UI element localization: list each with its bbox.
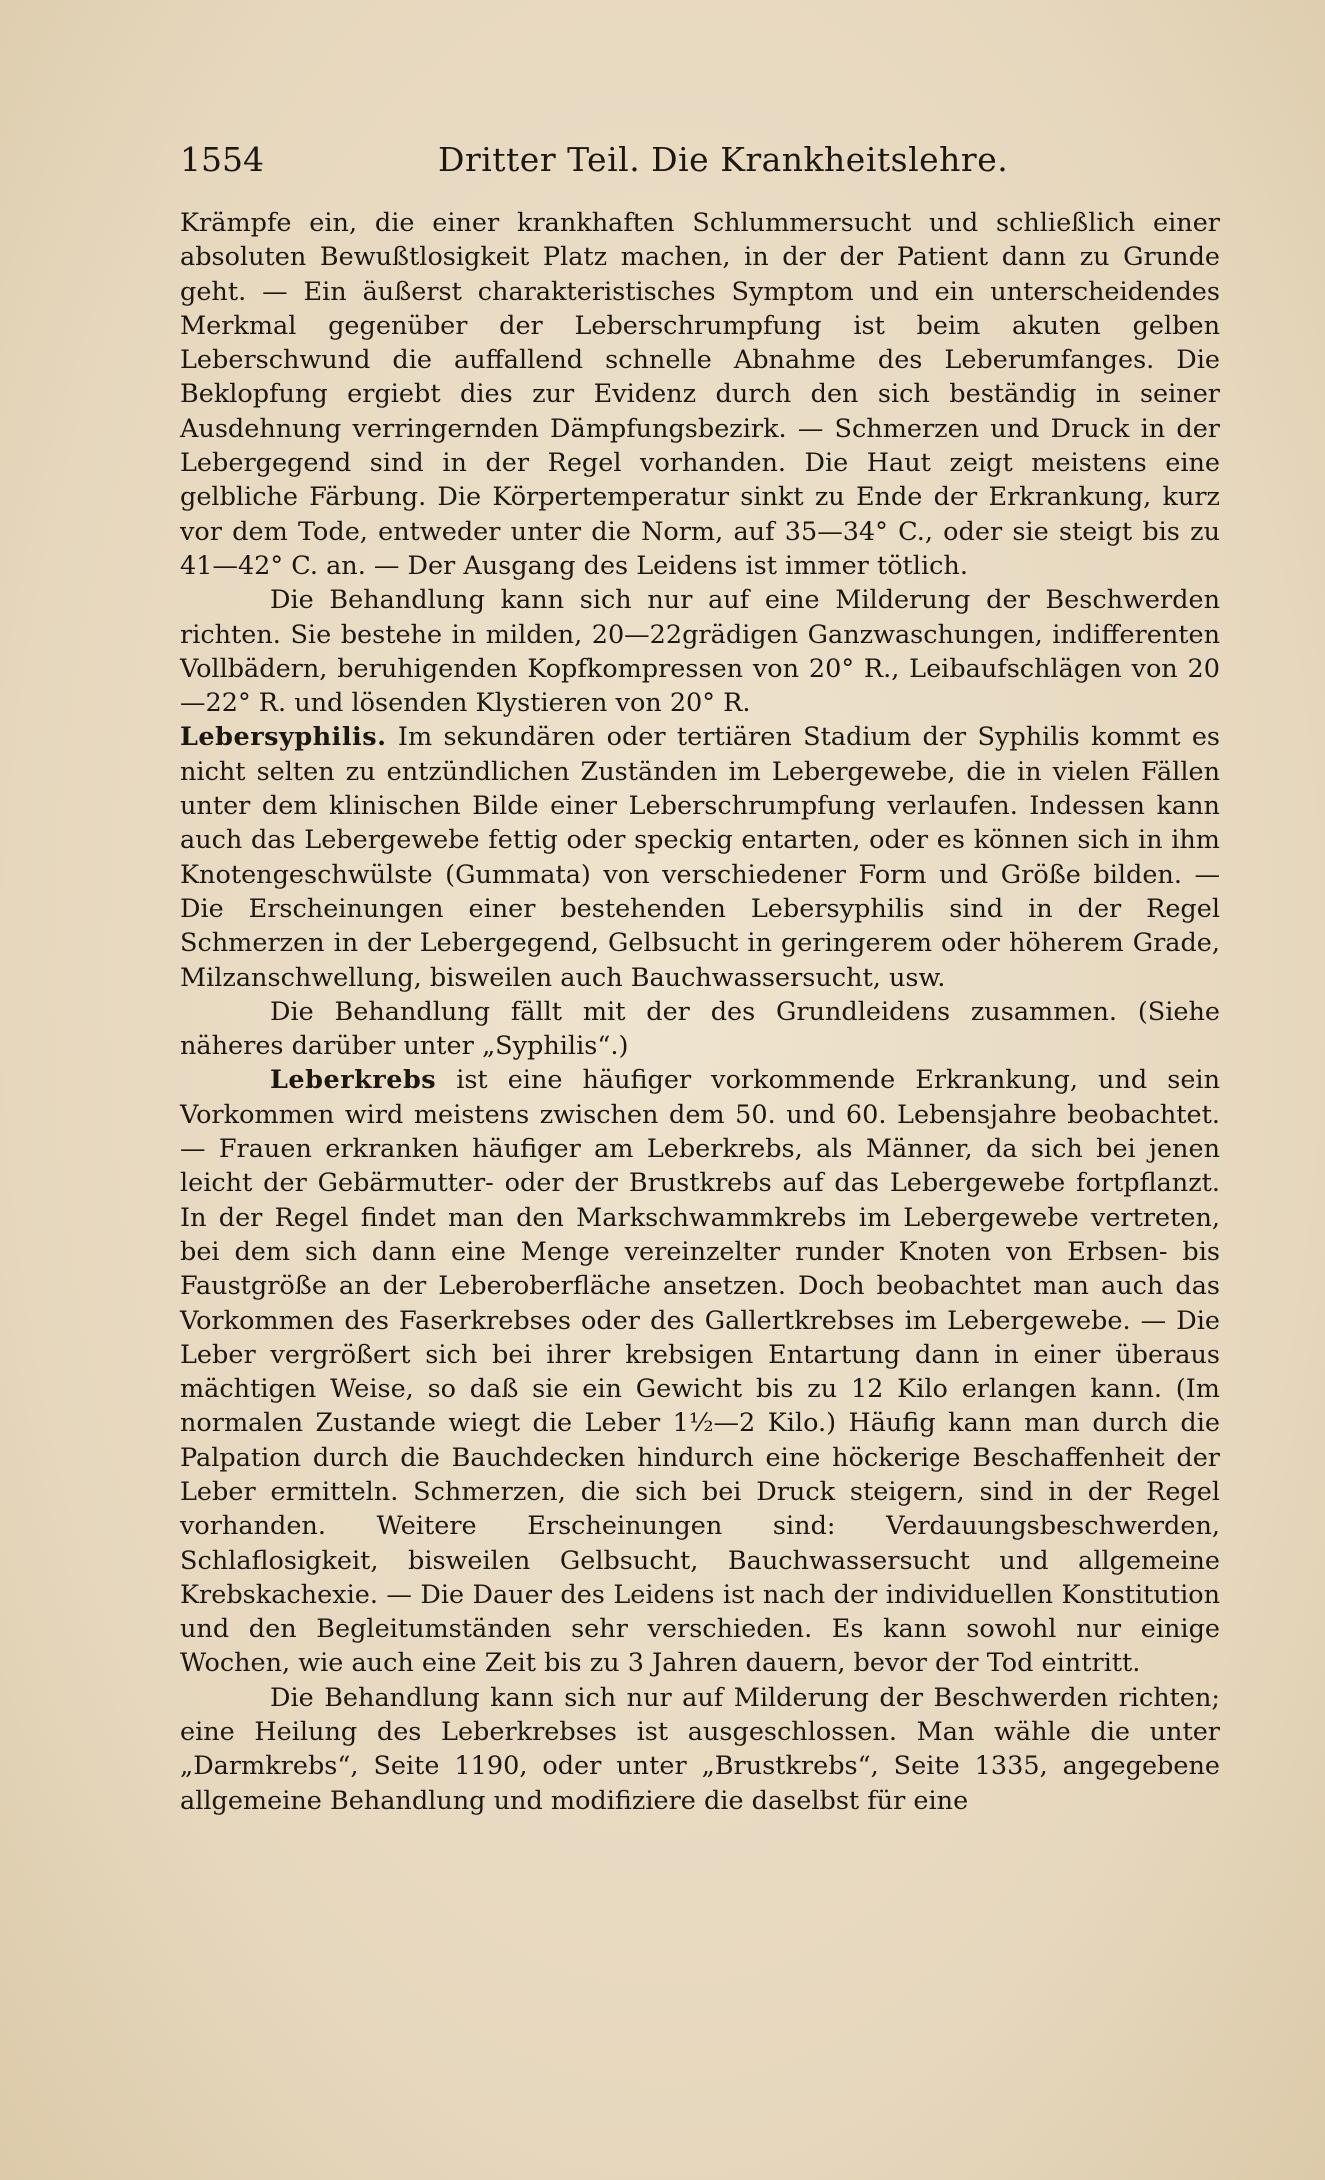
page-number: 1554 xyxy=(180,140,264,179)
paragraph xyxy=(180,995,1220,1064)
paragraph xyxy=(180,720,1220,994)
running-title: Dritter Teil. Die Krankheitslehre. xyxy=(438,140,1009,179)
page-header xyxy=(180,140,1220,186)
paragraph-text: ist eine häufiger vorkommende Erkrankung, und sein Vorkommen wird meistens zwischen dem 50. und 60. Lebensjahre beobachtet. — Frauen erkranken häufiger am Leberkrebs, als Männer, da sich bei jenen leicht der Gebärmutter- oder der Brustkrebs auf das Lebergewebe fortpflanzt. In der Regel findet man den Markschwammkrebs im Lebergewebe vertreten, bei dem sich dann eine Menge vereinzelter runder Knoten von Erbsen- bis Faustgröße an der Leberoberfläche ansetzen. Doch beobachtet man auch das Vorkommen des Faserkrebses oder des Gallertkrebses im Lebergewebe. — Die Leber vergrößert sich bei ihrer krebsigen Entartung dann in einer überaus mächtigen Weise, so daß sie ein Gewicht bis zu 12 Kilo erlangen kann. (Im normalen Zustande wiegt die Leber 1½—2 Kilo.) Häufig kann man durch die Palpation durch die Bauchdecken hindurch eine höckerige Beschaffenheit der Leber ermitteln. Schmerzen, die sich bei Druck steigern, sind in der Regel vorhanden. Weitere Erscheinungen sind: Verdauungsbeschwerden, Schlaflosigkeit, bisweilen Gelbsucht, Bauchwassersucht und allgemeine Krebskachexie. — Die Dauer des Leidens ist nach der individuellen Konstitution und den Begleitumständen sehr verschieden. Es kann sowohl nur einige Wochen, wie auch eine Zeit bis zu 3 Jahren dauern, bevor der Tod eintritt. xyxy=(180,1065,1221,1679)
section-term: Leberkrebs xyxy=(270,1065,437,1096)
paragraph-text: Krämpfe ein, die einer krankhaften Schlummersucht und schließlich einer absoluten Bewußtlosigkeit Platz machen, in der der Patient dann zu Grunde geht. — Ein äußerst charakteristisches Symptom und ein unterscheidendes Merkmal gegenüber der Leberschrumpfung ist beim akuten gelben Leberschwund die auffallend schnelle Abnahme des Leberumfanges. Die Beklopfung ergiebt dies zur Evidenz durch den sich beständig in seiner Ausdehnung verringernden Dämpfungsbezirk. — Schmerzen und Druck in der Lebergegend sind in der Regel vorhanden. Die Haut zeigt meistens eine gelbliche Färbung. Die Körpertemperatur sinkt zu Ende der Erkrankung, kurz vor dem Tode, entweder unter die Norm, auf 35—34° C., oder sie steigt bis zu 41—42° C. an. — Der Ausgang des Leidens ist immer tötlich. xyxy=(180,208,1220,581)
paragraph xyxy=(180,1681,1220,1818)
paragraph-text: Die Behandlung kann sich nur auf eine Milderung der Beschwerden richten. Sie bestehe in milden, 20—22grädigen Ganzwaschungen, indifferenten Vollbädern, beruhigenden Kopfkompressen von 20° R., Leibaufschlägen von 20—22° R. und lösenden Klystieren von 20° R. xyxy=(180,585,1220,719)
paragraph xyxy=(180,206,1220,583)
paragraph-text: Die Behandlung fällt mit der des Grundleidens zusammen. (Siehe näheres darüber unter „Syphilis“.) xyxy=(180,996,1220,1062)
body-text xyxy=(180,206,1220,1818)
paragraph-text: Im sekundären oder tertiären Stadium der Syphilis kommt es nicht selten zu entzündlichen Zuständen im Lebergewebe, die in vielen Fällen unter dem klinischen Bilde einer Leberschrumpfung verlaufen. Indessen kann auch das Lebergewebe fettig oder speckig entarten, oder es können sich in ihm Knotengeschwülste (Gummata) von verschiedener Form und Größe bilden. — Die Erscheinungen einer bestehenden Lebersyphilis sind in der Regel Schmerzen in der Lebergegend, Gelbsucht in geringerem oder höherem Grade, Milzanschwellung, bisweilen auch Bauchwassersucht, usw. xyxy=(180,722,1221,993)
section-term: Lebersyphilis. xyxy=(180,722,387,753)
paragraph xyxy=(180,583,1220,720)
paragraph xyxy=(180,1063,1220,1680)
paragraph-text: Die Behandlung kann sich nur auf Milderung der Beschwerden richten; eine Heilung des Leberkrebses ist ausgeschlossen. Man wähle die unter „Darmkrebs“, Seite 1190, oder unter „Brustkrebs“, Seite 1335, angegebene allgemeine Behandlung und modifiziere die daselbst für eine xyxy=(180,1682,1220,1816)
